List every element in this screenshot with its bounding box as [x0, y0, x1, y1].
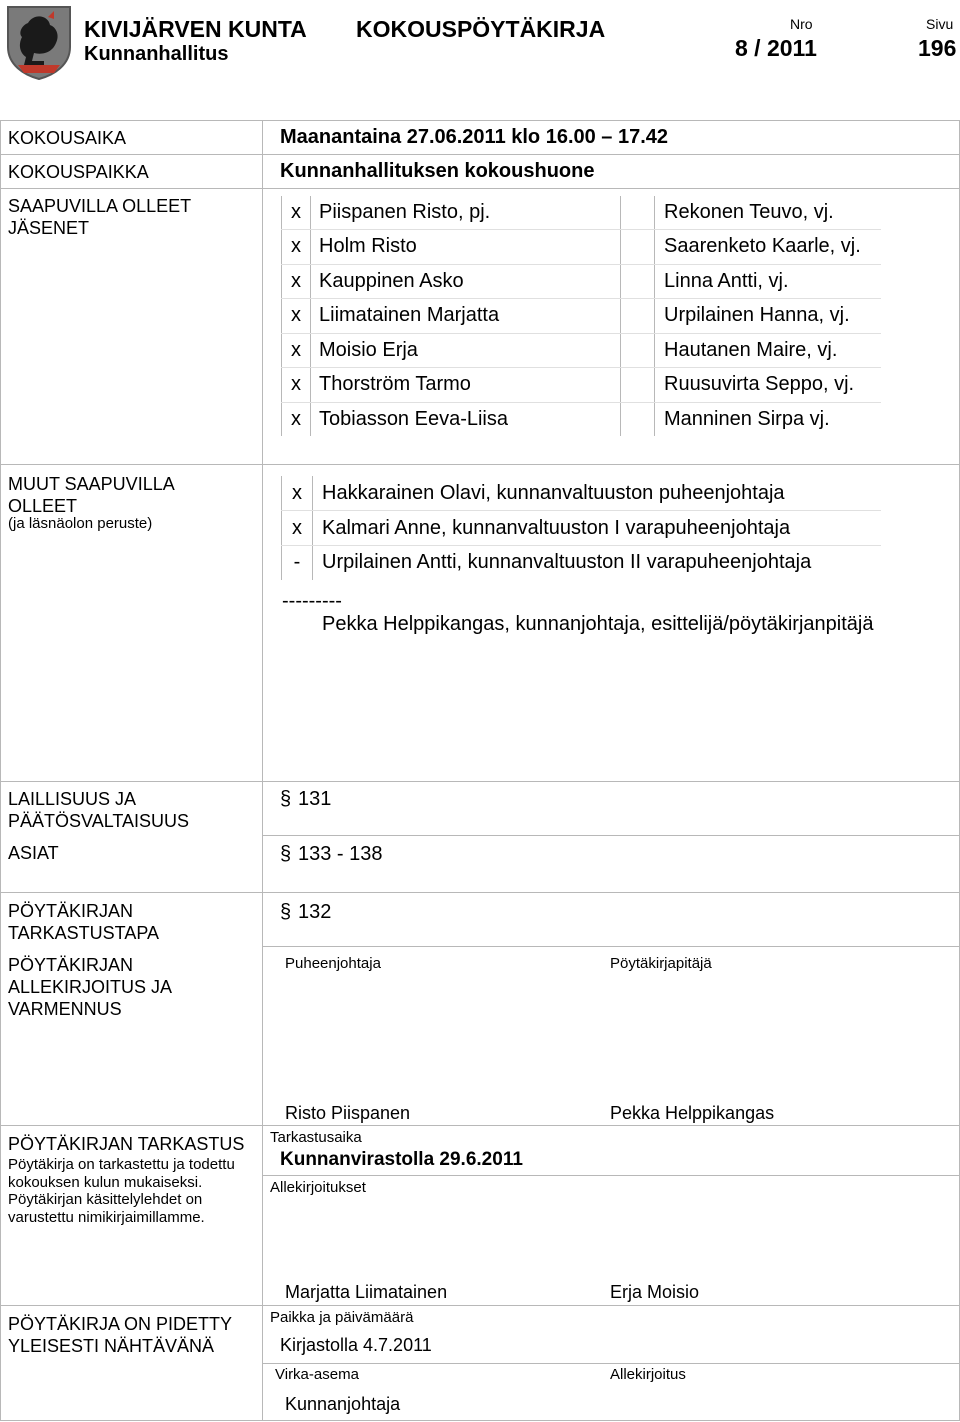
secretary-name: Pekka Helppikangas	[610, 1103, 775, 1123]
divider	[310, 196, 311, 436]
attendee-entry: Kalmari Anne, kunnanvaltuuston I varapuheenjohtaja	[322, 517, 791, 539]
inspection-note: Pöytäkirja on tarkastettu ja todettu kokouksen kulun mukaiseksi. Pöytäkirjan käsittelylehdet on varustettu nimikirjaimillamme.	[8, 1156, 235, 1226]
legality-value: 131	[298, 788, 332, 810]
meeting-place-value: Kunnanhallituksen kokoushuone	[280, 160, 595, 182]
public-place-value: Kirjastolla 4.7.2011	[280, 1335, 432, 1355]
others-separator: ---------	[282, 590, 342, 612]
divider	[281, 510, 881, 511]
chair-label: Puheenjohtaja	[285, 955, 381, 972]
attendance-mark: x	[291, 201, 301, 223]
position-label: Virka-asema	[275, 1366, 359, 1383]
attendee-entry: Hakkarainen Olavi, kunnanvaltuuston puheenjohtaja	[322, 482, 785, 504]
deputy-name: Manninen Sirpa vj.	[664, 408, 830, 430]
document-type: KOKOUSPÖYTÄKIRJA	[356, 16, 606, 42]
divider	[0, 892, 960, 893]
divider	[281, 229, 881, 230]
signature-label: Allekirjoitus	[610, 1366, 686, 1383]
divider	[262, 1363, 960, 1364]
page-number: 196	[918, 35, 957, 61]
matters-value: 133 - 138	[298, 843, 383, 865]
divider	[654, 196, 655, 436]
divider	[0, 188, 960, 189]
deputy-name: Linna Antti, vj.	[664, 270, 789, 292]
meeting-place-label: KOKOUSPAIKKA	[8, 162, 149, 182]
member-name: Kauppinen Asko	[319, 270, 464, 292]
member-name: Holm Risto	[319, 235, 417, 257]
attendance-mark: x	[292, 482, 302, 504]
matters-label: ASIAT	[8, 843, 59, 863]
section-sign-icon: §	[280, 901, 292, 923]
divider	[281, 545, 881, 546]
deputy-name: Hautanen Maire, vj.	[664, 339, 838, 361]
signing-label: PÖYTÄKIRJAN ALLEKIRJOITUS JA VARMENNUS	[8, 955, 172, 1019]
meeting-time-label: KOKOUSAIKA	[8, 128, 127, 148]
coat-of-arms-icon	[4, 3, 74, 81]
divider	[262, 120, 263, 1420]
nro-value: 8 / 2011	[735, 35, 817, 61]
public-label: PÖYTÄKIRJA ON PIDETTY YLEISESTI NÄHTÄVÄNÄ	[8, 1314, 232, 1356]
divider	[281, 476, 282, 580]
divider	[0, 120, 960, 121]
legality-label: LAILLISUUS JA PÄÄTÖSVALTAISUUS	[8, 789, 190, 831]
divider	[0, 1305, 960, 1306]
divider	[0, 464, 960, 465]
divider	[281, 367, 881, 368]
divider	[281, 298, 881, 299]
section-sign-icon: §	[280, 843, 292, 865]
signer-2: Erja Moisio	[610, 1282, 700, 1302]
divider	[0, 1420, 960, 1421]
member-name: Thorström Tarmo	[319, 373, 471, 395]
deputy-name: Ruusuvirta Seppo, vj.	[664, 373, 855, 395]
divider	[312, 476, 313, 580]
signer-1: Marjatta Liimatainen	[285, 1282, 448, 1302]
attendance-mark: x	[291, 270, 301, 292]
member-name: Tobiasson Eeva-Liisa	[319, 408, 508, 430]
nro-label: Nro	[790, 16, 813, 32]
deputy-name: Rekonen Teuvo, vj.	[664, 201, 834, 223]
divider	[262, 835, 960, 836]
sivu-label: Sivu	[926, 16, 954, 32]
deputy-name: Urpilainen Hanna, vj.	[664, 304, 850, 326]
governing-body: Kunnanhallitus	[84, 43, 229, 65]
divider	[0, 120, 1, 1420]
attendance-mark: x	[291, 339, 301, 361]
attendance-mark: x	[291, 408, 301, 430]
secretary-label: Pöytäkirjapitäjä	[610, 955, 712, 972]
inspection-time-value: Kunnanvirastolla 29.6.2011	[280, 1149, 523, 1170]
divider	[281, 402, 881, 403]
divider	[281, 264, 881, 265]
municipality-name: KIVIJÄRVEN KUNTA	[84, 16, 307, 42]
others-extra: Pekka Helppikangas, kunnanjohtaja, esittelijä/pöytäkirjanpitäjä	[322, 613, 874, 635]
others-label: MUUT SAAPUVILLA OLLEET	[8, 474, 174, 516]
divider	[620, 196, 621, 436]
attendee-entry: Urpilainen Antti, kunnanvaltuuston II varapuheenjohtaja	[322, 551, 812, 573]
divider	[281, 196, 282, 436]
member-name: Moisio Erja	[319, 339, 418, 361]
signatures-label: Allekirjoitukset	[270, 1179, 366, 1196]
divider	[0, 781, 960, 782]
members-label: SAAPUVILLA OLLEET JÄSENET	[8, 196, 191, 238]
attendance-mark: x	[291, 304, 301, 326]
divider	[0, 1125, 960, 1126]
member-name: Liimatainen Marjatta	[319, 304, 500, 326]
divider	[281, 333, 881, 334]
inspection-label: PÖYTÄKIRJAN TARKASTUS	[8, 1134, 245, 1154]
meeting-time-value: Maanantaina 27.06.2011 klo 16.00 – 17.42	[280, 126, 669, 148]
attendance-mark: x	[291, 235, 301, 257]
deputy-name: Saarenketo Kaarle, vj.	[664, 235, 861, 257]
chair-name: Risto Piispanen	[285, 1103, 411, 1123]
check-method-value: 132	[298, 901, 332, 923]
divider	[262, 946, 960, 947]
section-sign-icon: §	[280, 788, 292, 810]
attendance-mark: x	[291, 373, 301, 395]
divider	[0, 154, 960, 155]
position-value: Kunnanjohtaja	[285, 1394, 401, 1414]
public-place-label: Paikka ja päivämäärä	[270, 1309, 414, 1326]
attendance-mark: -	[293, 551, 301, 573]
divider	[262, 1175, 960, 1176]
others-sublabel: (ja läsnäolon peruste)	[8, 515, 153, 532]
attendance-mark: x	[292, 517, 302, 539]
municipal-coat-of-arms	[4, 3, 74, 81]
check-method-label: PÖYTÄKIRJAN TARKASTUSTAPA	[8, 901, 160, 943]
member-name: Piispanen Risto, pj.	[319, 201, 491, 223]
inspection-time-label: Tarkastusaika	[270, 1129, 362, 1146]
